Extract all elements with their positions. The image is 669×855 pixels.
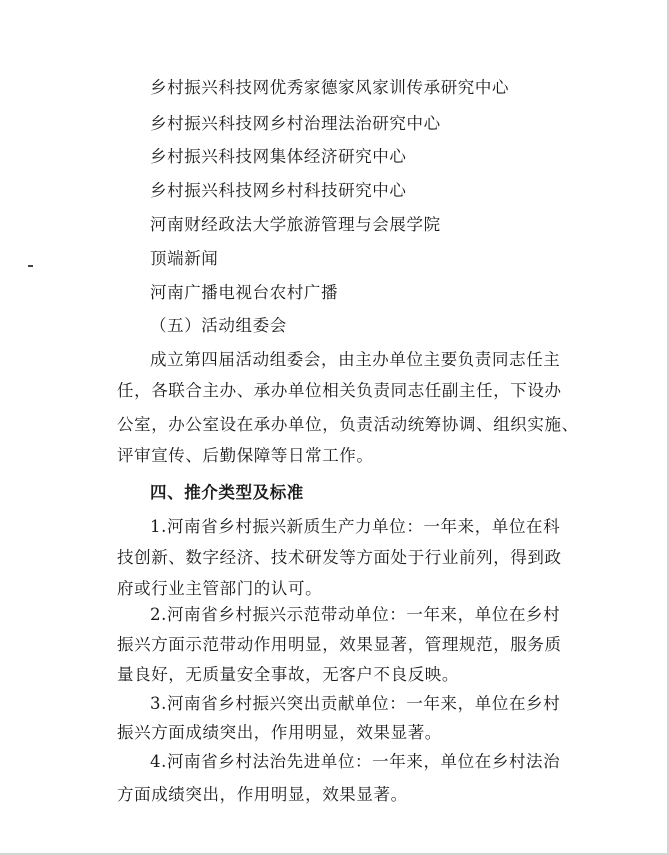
section-heading: 四、推介类型及标准 xyxy=(150,483,304,502)
paragraph-line: 量良好，无质量安全事故，无客户不良反映。 xyxy=(117,665,459,684)
paragraph-line: 公室，办公室设在承办单位，负责活动统筹协调、组织实施、 xyxy=(117,415,579,434)
paragraph-line: 3.河南省乡村振兴突出贡献单位：一年来，单位在乡村 xyxy=(150,694,561,713)
list-item: 乡村振兴科技网乡村科技研究中心 xyxy=(150,181,407,200)
list-item: 乡村振兴科技网乡村治理法治研究中心 xyxy=(150,114,441,133)
paragraph-line: 成立第四届活动组委会，由主办单位主要负责同志任主 xyxy=(150,350,561,369)
list-item: 顶端新闻 xyxy=(150,249,219,268)
paragraph-line: 方面成绩突出，作用明显，效果显著。 xyxy=(117,785,408,804)
paragraph-line: 振兴方面成绩突出，作用明显，效果显著。 xyxy=(117,723,442,742)
paragraph-line: 2.河南省乡村振兴示范带动单位：一年来，单位在乡村 xyxy=(150,605,561,624)
list-item: 乡村振兴科技网优秀家德家风家训传承研究中心 xyxy=(150,78,510,97)
list-item: 乡村振兴科技网集体经济研究中心 xyxy=(150,147,407,166)
list-item: 河南财经政法大学旅游管理与会展学院 xyxy=(150,215,441,234)
paragraph-line: 4.河南省乡村法治先进单位：一年来，单位在乡村法治 xyxy=(150,752,561,771)
paragraph-line: 评审宣传、后勤保障等日常工作。 xyxy=(117,446,374,465)
paragraph-line: 技创新、数字经济、技术研发等方面处于行业前列，得到政 xyxy=(117,548,562,567)
list-item: 河南广播电视台农村广播 xyxy=(150,283,339,302)
paragraph-line: 1.河南省乡村振兴新质生产力单位：一年来，单位在科 xyxy=(150,517,561,536)
paragraph-line: 振兴方面示范带动作用明显，效果显著，管理规范，服务质 xyxy=(117,635,562,654)
paragraph-line: 府或行业主管部门的认可。 xyxy=(117,579,323,598)
paragraph-line: 任，各联合主办、承办单位相关负责同志任副主任，下设办 xyxy=(117,381,562,400)
margin-mark xyxy=(28,265,33,267)
section-heading: （五）活动组委会 xyxy=(150,316,287,335)
